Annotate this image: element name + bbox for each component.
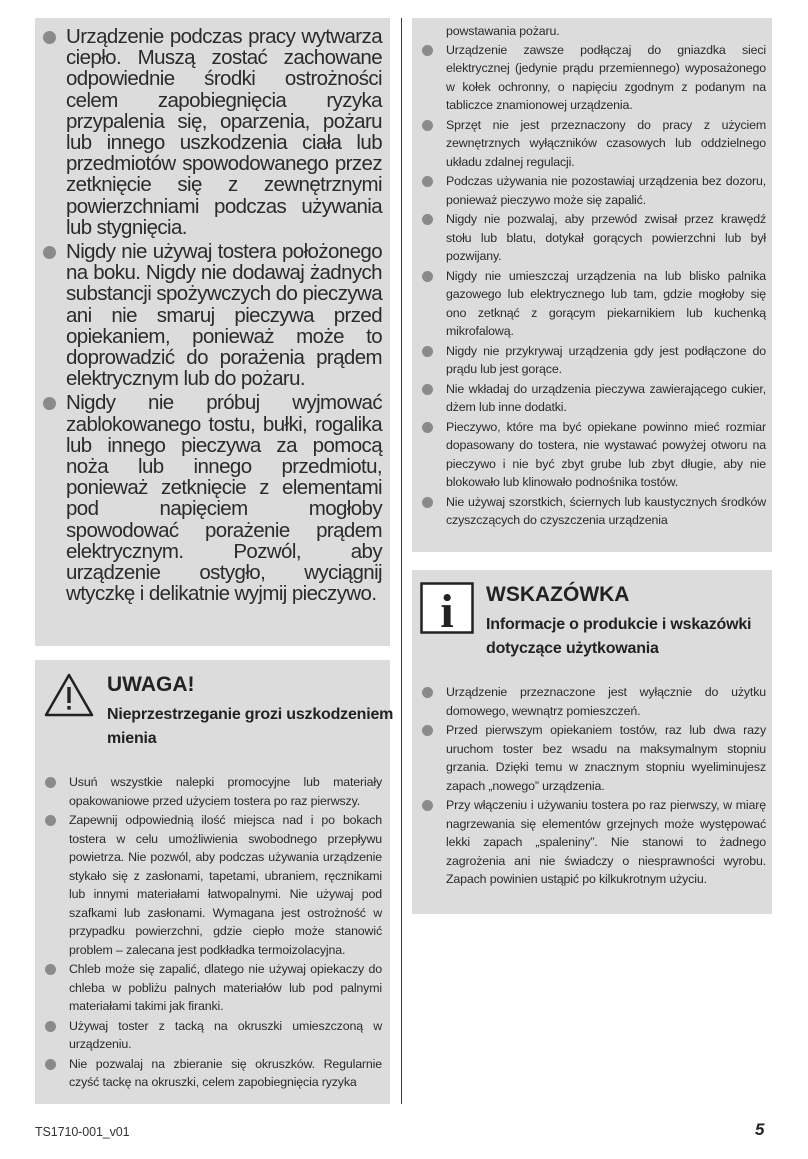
list-item-text: Urządzenie przeznaczone jest wyłącznie do użytku domowego, wewnątrz pomieszczeń. [446, 685, 766, 718]
safety-box-left [35, 18, 390, 646]
list-item-text: Przy włączeniu i używaniu tostera po raz pierwszy, w miarę nagrzewania się elementów grzejnych może występować lekki zapach „spaleniny”. Nie stanowi to żadnego zagrożenia ani nie świadczy o niesprawności wyrobu. Zapach powinien ustąpić po kilkukrotnym użyciu. [446, 798, 766, 886]
page-number: 5 [755, 1120, 765, 1139]
hint-header [420, 582, 766, 661]
bullet-icon [422, 384, 433, 395]
list-item [420, 342, 766, 379]
list-item-text: Nigdy nie przykrywaj urządzenia gdy jest podłączone do prądu lub jest gorące. [446, 343, 766, 376]
bullet-icon [45, 815, 56, 826]
list-item-text: Usuń wszystkie nalepki promocyjne lub materiały opakowaniowe przed użyciem tostera po raz pierwszy. [69, 775, 382, 808]
bullet-icon [422, 800, 433, 811]
hint-title: WSKAZÓWKA [486, 583, 630, 606]
bullet-icon [43, 246, 56, 259]
bullet-icon [45, 777, 56, 788]
bullet-icon [422, 214, 433, 225]
list-item [43, 1055, 382, 1092]
list-item [43, 773, 382, 810]
list-item-text: Chleb może się zapalić, dlatego nie używaj opiekaczy do chleba w pobliżu palnych materiałów lub pod palnymi materiałami takimi jak firanki. [69, 962, 382, 1013]
bullet-icon [45, 1021, 56, 1032]
list-item [420, 721, 766, 795]
safety-list-large [43, 26, 382, 604]
list-item-text: Podczas używania nie pozostawiaj urządzenia bez dozoru, ponieważ pieczywo może się zapalić. [446, 174, 766, 207]
bullet-icon [45, 1059, 56, 1070]
info-icon [420, 582, 474, 639]
warning-subtitle: Nieprzestrzeganie grozi uszkodzeniem mienia [107, 706, 394, 747]
list-item [420, 267, 766, 341]
list-item-text: Nigdy nie próbuj wyjmować zablokowanego tostu, bułki, rogalika lub innego pieczywa za pomocą noża lub innego przedmiotu, ponieważ zetknięcie z elementami pod napięciem mogłoby spowodować porażenie prądem elektrycznym. Pozwól, aby urządzenie ostygło, wyciągnij wtyczkę i delikatnie wyjmij pieczywo. [66, 391, 382, 606]
warning-title: UWAGA! [107, 673, 195, 696]
list-item [420, 683, 766, 720]
list-item [43, 960, 382, 1016]
bullet-icon [422, 725, 433, 736]
bullet-icon [422, 497, 433, 508]
list-item-text: Nie wkładaj do urządzenia pieczywa zawierającego cukier, dżem lub inne dodatki. [446, 381, 766, 414]
list-item [420, 380, 766, 417]
list-item-text: Nie używaj szorstkich, ściernych lub kaustycznych środków czyszczących do czyszczenia urządzenia [446, 494, 766, 527]
list-item [43, 392, 382, 604]
list-item [420, 493, 766, 530]
bullet-icon [422, 271, 433, 282]
list-item-text: Zapewnij odpowiednią ilość miejsca nad i po bokach tostera w celu umożliwienia swobodnego przepływu powietrza. Nie pozwól, aby podczas używania urządzenie stykało się z zasłonami, tapetami, ubraniem, ręcznikami lub innymi materiałami łatwopalnymi. Nie używaj pod szafkami lub zasłonami. Wymagana jest ostrożność w przypadku powierzchni, gdzie ciepło może stanowić problem – zalecana jest podkładka termoizolacyjna. [69, 813, 382, 957]
bullet-icon [422, 176, 433, 187]
list-item [420, 418, 766, 492]
list-item-text: Urządzenie podczas pracy wytwarza ciepło. Muszą zostać zachowane odpowiednie środki ostrożności celem zapobiegnięcia ryzyka przypalenia się, oparzenia, pożaru lub innego uszkodzenia ciała lub przedmiotów spowodowanego przez zetknięcie się z zewnętrznymi powierzchniami podczas używania lub stygnięcia. [66, 25, 382, 239]
list-item-text: Przed pierwszym opiekaniem tostów, raz lub dwa razy uruchom toster bez wsadu na maksymalnym stopniu grzania. Dzięki temu w znacznym stopniu wyeliminujesz zapach „nowego” urządzenia. [446, 723, 766, 793]
hint-list [420, 683, 766, 889]
bullet-icon [422, 687, 433, 698]
bullet-icon [43, 397, 56, 410]
bullet-icon [422, 120, 433, 131]
continuation-text: powstawania pożaru. [446, 24, 560, 38]
list-item-text: Urządzenie zawsze podłączaj do gniazdka sieci elektrycznej (jedynie prądu przemiennego) wyposażonego w kołek ochronny, o napięciu zgodnym z podanym na tabliczce znamionowej urządzenia. [446, 42, 766, 112]
hint-box [412, 570, 772, 914]
hint-subtitle: Informacje o produkcie i wskazówki dotyczące użytkowania [486, 616, 752, 657]
warning-box [35, 660, 394, 1104]
safety-box-right [412, 18, 772, 552]
list-item-text: Sprzęt nie jest przeznaczony do pracy z użyciem zewnętrznych wyłączników czasowych lub oddzielnego układu zdalnej regulacji. [446, 117, 766, 169]
bullet-icon [422, 45, 433, 56]
list-item [43, 811, 382, 959]
list-item [420, 172, 766, 209]
list-item [43, 1017, 382, 1054]
list-item [420, 796, 766, 889]
list-item [420, 41, 766, 115]
list-item [420, 116, 766, 172]
warning-triangle-icon [43, 672, 95, 723]
list-item-text: Używaj toster z tacką na okruszki umieszczoną w urządzeniu. [69, 1018, 382, 1051]
column-divider [401, 18, 402, 1104]
list-item-text: Nigdy nie używaj tostera położonego na boku. Nigdy nie dodawaj żadnych substancji spożywczych do pieczywa ani nie smaruj pieczywa przed opiekaniem, ponieważ może to doprowadzić do porażenia prądem elektrycznym lub do pożaru. [66, 240, 382, 391]
warning-list [43, 773, 382, 1092]
bullet-icon [422, 422, 433, 433]
list-item-text: Nie pozwalaj na zbieranie się okruszków. Regularnie czyść tackę na okruszki, celem zapobiegnięcia ryzyka [69, 1056, 382, 1089]
list-item-text: Nigdy nie pozwalaj, aby przewód zwisał przez krawędź stołu lub blatu, dotykał gorących powierzchni lub był pozwijany. [446, 212, 766, 263]
list-item-text: Nigdy nie umieszczaj urządzenia na lub blisko palnika gazowego lub elektrycznego lub tam, gdzie mogłoby się ono zetknąć z gorącym piekarnikiem lub kuchenką mikrofalową. [446, 268, 766, 338]
bullet-icon [422, 346, 433, 357]
list-item-text: Pieczywo, które ma być opiekane powinno mieć rozmiar dopasowany do tostera, nie wystawać powyżej otworu na pieczywo i nie być zbyt grube lub zbyt długie, aby nie blokowało lub klinowało podnośnika tostów. [446, 419, 766, 489]
document-code: TS1710-001_v01 [35, 1125, 130, 1139]
info-icon-letter: i [440, 585, 454, 634]
list-item [420, 210, 766, 266]
warning-header [43, 672, 394, 751]
list-item [43, 26, 382, 238]
safety-list-small [420, 41, 766, 530]
bullet-icon [43, 31, 56, 44]
list-item [43, 241, 382, 389]
bullet-icon [45, 964, 56, 975]
